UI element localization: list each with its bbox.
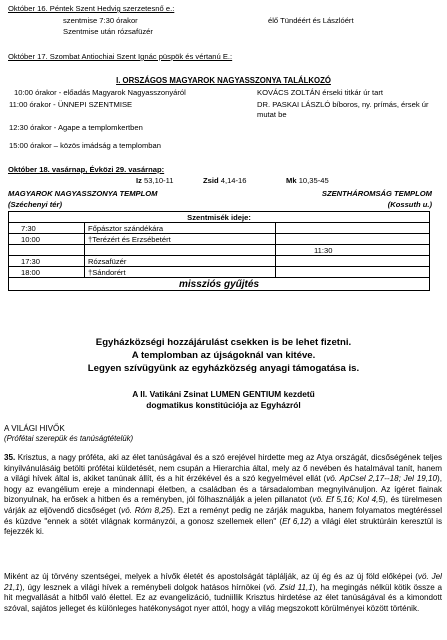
- text-span: ), úgy lesznek a világi hívek a reménybeli dolgok hatásos hírnökei (: [19, 582, 266, 592]
- oct16-rosary: Szentmise után rózsafüzér: [63, 27, 153, 36]
- program-item-time: 11:00 órakor - ÜNNEPI SZENTMISE: [9, 100, 133, 109]
- scripture-ref: vö. Jel 21,1: [4, 572, 442, 592]
- section-title: A VILÁGI HIVŐK: [4, 424, 65, 433]
- oct16-heading: Október 16. Péntek Szent Hedvig szerzetesnő e.:: [8, 4, 175, 13]
- mass-intention: Főpásztor szándékára: [85, 223, 276, 234]
- oct17-heading: Október 17. Szombat Antiochiai Szent Ignác püspök és vértanú E.:: [8, 52, 233, 61]
- scripture-ref: vö. ApCsel 2,17--18; Jel 19,10: [326, 474, 438, 484]
- table-row: [9, 223, 430, 234]
- mass-time: 10:00: [9, 234, 85, 245]
- program-item-speaker-cont: mutat be: [257, 110, 287, 119]
- notice-line-3: Legyen szívügyünk az egyházközség anyagi támogatása is.: [87, 363, 360, 374]
- scripture-ref: vö. Zsid 11,1: [265, 582, 313, 592]
- mass-time: [9, 245, 85, 256]
- notice-line-2: A templomban az újságoknál van kitéve.: [131, 350, 316, 361]
- vatican-title-1: A II. Vatikáni Zsinat LUMEN GENTIUM kezdetű: [132, 389, 315, 399]
- conference-title: I. ORSZÁGOS MAGYAROK NAGYASSZONYA TALÁLKOZÓ: [116, 76, 331, 85]
- mass-intention: †Sándorért: [85, 267, 276, 278]
- article-number: 35.: [4, 453, 16, 462]
- text-span: Miként az új törvény szentségei, melyek a hívők életét és apostolságát táplálják, az új ég és az új föld előképei (: [4, 572, 418, 581]
- table-row: [9, 278, 430, 291]
- mass-time: 17:30: [9, 256, 85, 267]
- program-item-time: 12:30 órakor - Agape a templomkertben: [9, 123, 143, 132]
- table-row: [9, 267, 430, 278]
- collection-note: missziós gyűjtés: [9, 278, 430, 291]
- reading-book: Mk: [286, 176, 297, 185]
- scripture-ref: Ef 6,12: [282, 516, 309, 526]
- mass-intention: [85, 245, 276, 256]
- mass-time: 7:30: [9, 223, 85, 234]
- table-row: [9, 256, 430, 267]
- mass-other-church: [276, 234, 430, 245]
- notice-line-1: Egyházközségi hozzájárulást csekken is be lehet fizetni.: [95, 337, 352, 348]
- program-item-speaker: KOVÁCS ZOLTÁN érseki titkár úr tart: [257, 88, 384, 97]
- church-left-location: (Széchenyi tér): [8, 200, 63, 209]
- reading-ref: 10,35-45: [298, 176, 329, 185]
- mass-time: 18:00: [9, 267, 85, 278]
- reading-ref: 4,14-16: [220, 176, 247, 185]
- text-span: Krisztus, a nagy próféta, aki az élet tanúságával és a szó erejével hirdette meg az Atya országát, dicsőségének teljes kinyilvánulásáig betölti prófétai küldetését, nem csupán a Hierarchia által, mely az ő nevében és hatalmával tanít, hanem a világi hívek által is, akiket tanúnak állít, és a hit érzékével és a szó kegyelmével ellát (: [4, 453, 442, 484]
- reading-ref: 53,10-11: [144, 176, 174, 185]
- church-right: SZENTHÁROMSÁG TEMPLOM: [321, 189, 432, 198]
- reading-1: [136, 176, 173, 185]
- table-row: [9, 234, 430, 245]
- mass-intention: †Terézért és Erzsébetért: [85, 234, 276, 245]
- text-span: ). Ezt a reményt pedig ne zárják magukba, hanem folyamatos megtéréssel és küzdve "ennek a sötét világnak kormányzói, a gonosz szellemek ellen" (: [4, 505, 442, 526]
- program-item-time: 10:00 órakor - előadás Magyarok Nagyasszonyáról: [14, 88, 186, 97]
- oct16-mass-intention: élő Tündéért és Lászlóért: [268, 16, 354, 25]
- program-item-speaker: DR. PASKAI LÁSZLÓ bíboros, ny. prímás, érsek úr: [257, 100, 429, 109]
- mass-other-church: 11:30: [276, 245, 430, 256]
- text-span: ), és türelmesen várják az eljövendő dicsőséget (: [4, 495, 443, 515]
- article-paragraph-2: [4, 572, 442, 614]
- vatican-title-2: dogmatikus konstitúciója az Egyházról: [146, 400, 301, 410]
- mass-other-church: [276, 223, 430, 234]
- scripture-ref: vö. Róm 8,25: [121, 505, 171, 515]
- table-header: Szentmisék ideje:: [9, 212, 430, 223]
- table-row: [9, 245, 430, 256]
- mass-schedule-table: [8, 211, 430, 291]
- church-left: MAGYAROK NAGYASSZONYA TEMPLOM: [8, 189, 158, 198]
- reading-book: Iz: [136, 176, 142, 185]
- reading-2: [203, 176, 247, 185]
- reading-3: [286, 176, 329, 185]
- reading-book: Zsid: [203, 176, 219, 185]
- text-span: ), ha megingás nélkül kötik össze a hit megvallását a hitből való élettel. Ez az evangelizáció, tudniillik Krisztus hirdetése az élet tanúságával és a kimondott szóval, sajátos jelleget és különleges hatékonyságot nyer attól, hogy a világ megszokott körülményei között történik.: [4, 582, 442, 613]
- oct16-mass: szentmise 7:30 órakor: [63, 16, 138, 25]
- mass-intention: Rózsafüzér: [85, 256, 276, 267]
- mass-other-church: [276, 267, 430, 278]
- section-subtitle: (Prófétai szerepük és tanúságtételük): [4, 434, 134, 443]
- mass-other-church: [276, 256, 430, 267]
- text-span: ) a világi élet struktúráin keresztül is fejezzék ki.: [4, 516, 443, 537]
- table-header-row: [9, 212, 430, 223]
- church-right-location: (Kossuth u.): [387, 200, 432, 209]
- text-span: ), hogy az evangélium ereje a mindennapi életben, a családban és a társadalomban megnyilvánuljon. Az ígéret fiainak bizonyulnak, ha erősek a hitben és a reményben, jól fölhasználják a jelen pillanatot (: [4, 474, 442, 505]
- article-paragraph-1: [4, 453, 442, 538]
- program-item-time: 15:00 órakor – közös imádság a templomban: [9, 141, 161, 150]
- scripture-ref: vö. Ef 5,16; Kol 4,5: [312, 495, 383, 505]
- oct18-heading: Október 18. vasárnap, Évközi 29. vasárnap:: [8, 165, 165, 174]
